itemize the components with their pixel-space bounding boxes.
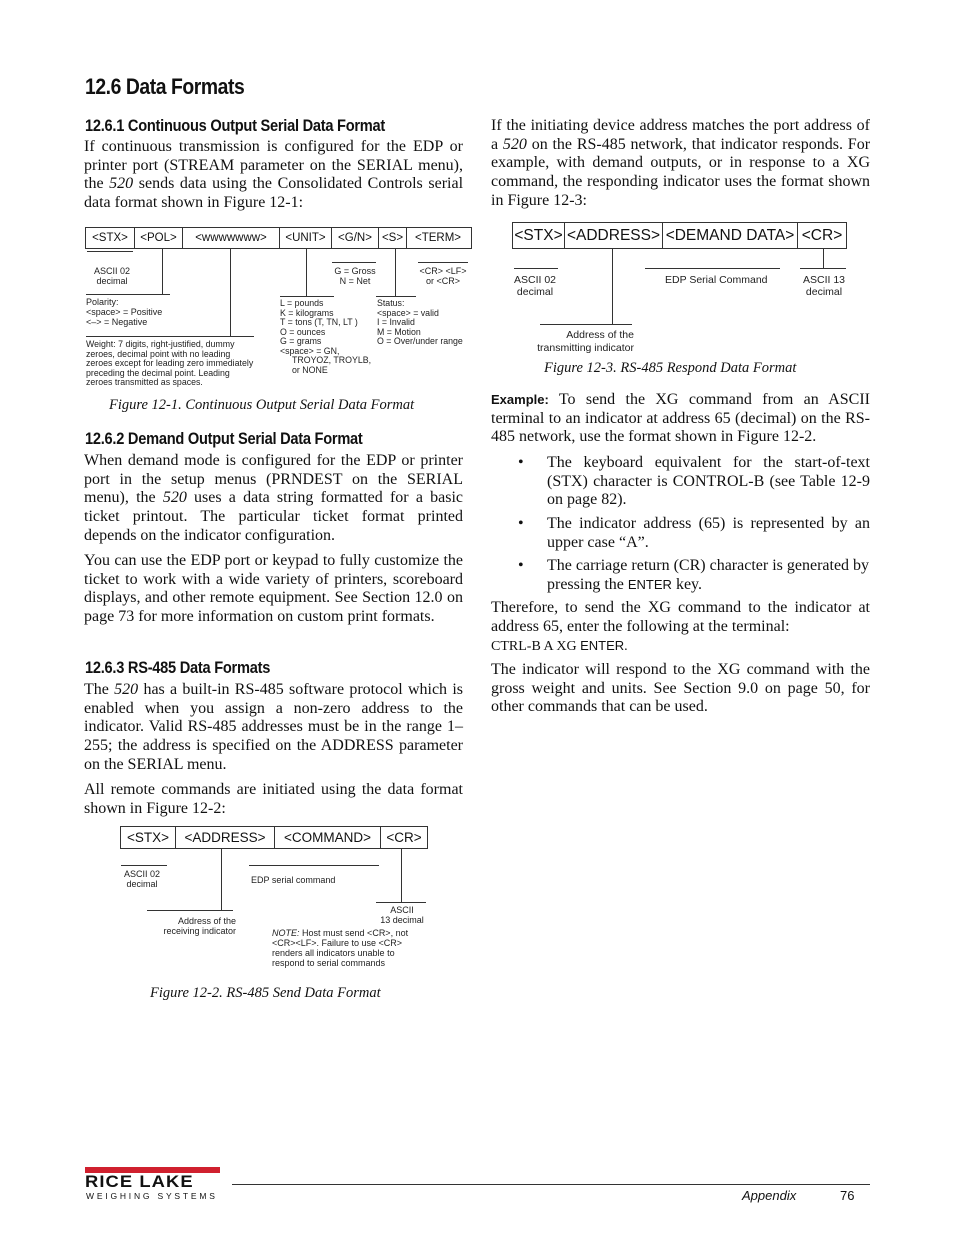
fig3-edp-label: EDP Serial Command — [665, 274, 768, 286]
subsection-title-rs485: 12.6.3 RS-485 Data Formats — [85, 658, 271, 677]
bullet-item-stx: The keyboard equivalent for the start-of-text (STX) character is CONTROL-B (see Table 12-9 on page 82). — [547, 454, 870, 509]
page-section-title: 12.6 Data Formats — [85, 74, 245, 99]
rs485-response-paragraph: If the initiating device address matches the port address of a 520 on the RS-485 network, that indicator responds. For example, with demand outputs, or in response to a XG command, the responding indicator uses the format shown in Figure 12-3: — [491, 117, 871, 209]
fig3-ascii02-label: ASCII 02 decimal — [513, 274, 557, 298]
fig3-ascii13-label: ASCII 13 decimal — [802, 274, 846, 298]
rs485-paragraph-2: All remote commands are initiated using the data format shown in Figure 12-2: — [84, 781, 463, 817]
bullet-item-cr: The carriage return (CR) character is generated by pressing the ENTER key. — [547, 557, 870, 593]
field-stx: <STX> — [121, 827, 176, 848]
fig1-units-label: L = pounds K = kilograms T = tons (T, TN, LT ) O = ounces G = grams <space> = GN, TROYOZ, TROYLB, or NONE — [280, 298, 372, 375]
field-term: <TERM> — [414, 232, 461, 244]
fig1-polarity-label: Polarity: <space> = Positive <–> = Negative — [86, 297, 163, 327]
footer-section-name: Appendix — [742, 1188, 797, 1203]
fig1-gn-label: G = Gross N = Net — [334, 266, 376, 286]
field-stx: <STX> — [86, 228, 135, 248]
fig3-address-label: Address of the transmitting indicator — [537, 329, 634, 354]
fig2-address-label: Address of the receiving indicator — [163, 916, 236, 936]
demand-output-paragraph-2: You can use the EDP port or keypad to fully customize the ticket to work with a wide variety of printers, scoreboard displays, and other remote equipment. See Section 12.0 on page 73 for more information on custom print formats. — [84, 552, 463, 626]
subsection-title-continuous: 12.6.1 Continuous Output Serial Data Format — [85, 116, 386, 135]
fig1-status-label: Status: <space> = valid I = Invalid M = Motion O = Over/under range — [377, 298, 463, 346]
field-gn: <G/N> — [332, 228, 379, 248]
send-format-field-row — [120, 826, 428, 849]
field-pol: <POL> — [135, 228, 183, 248]
field-command: <COMMAND> — [275, 827, 381, 848]
fig1-term-label: <CR> <LF> or <CR> — [419, 266, 467, 286]
fig2-edp-label: EDP serial command — [251, 875, 336, 885]
fig1-ascii02-label: ASCII 02 decimal — [93, 266, 131, 286]
therefore-paragraph: Therefore, to send the XG command to the indicator at address 65, enter the following at the terminal: — [491, 599, 870, 635]
final-paragraph: The indicator will respond to the XG command with the gross weight and units. See Section 9.0 on page 50, for other commands that can be used. — [491, 661, 870, 716]
terminal-command-line: CTRL-B A XG ENTER. — [491, 638, 628, 654]
footer-rule — [232, 1184, 870, 1185]
continuous-format-field-row — [85, 227, 472, 249]
fig2-ascii02-label: ASCII 02 decimal — [123, 869, 161, 889]
field-address: <ADDRESS> — [565, 223, 663, 248]
respond-format-field-row — [512, 222, 847, 249]
example-paragraph: Example: To send the XG command from an ASCII terminal to an indicator at address 65 (decimal) on the RS-485 network, use the format shown in Figure 12-2. — [491, 391, 870, 446]
rice-lake-logo: RICE LAKE WEIGHING SYSTEMS — [85, 1167, 220, 1199]
fig1-weight-label: Weight: 7 digits, right-justified, dummy zeroes, decimal point with no leading zeroes except for leading zero immediately preceding the decimal point. Leading zeroes transmitted as spaces. — [86, 339, 254, 388]
continuous-output-paragraph: If continuous transmission is configured for the EDP or printer port (STREAM parameter on the SERIAL menu), the 520 sends data using the Consolidated Controls serial data format shown in Figure 12-1: — [84, 138, 464, 212]
field-weight: <wwwwwww> — [183, 228, 280, 248]
field-s: <S> — [379, 228, 407, 248]
subsection-title-demand: 12.6.2 Demand Output Serial Data Format — [85, 429, 363, 448]
rs485-paragraph-1: The 520 has a built-in RS-485 software protocol which is enabled when you assign a non-zero address to the indicator. Valid RS-485 addresses must be in the range 1–255; the address is specified on the ADDRESS parameter on the SERIAL menu. — [84, 681, 463, 773]
bullet-item-address: The indicator address (65) is represented by an upper case “A”. — [547, 515, 870, 551]
figure-12-3-caption: Figure 12-3. RS-485 Respond Data Format — [544, 360, 797, 376]
demand-output-paragraph-1: When demand mode is configured for the EDP or printer port in the setup menus (PRNDEST on the SERIAL menu), the 520 uses a data string formatted for a basic ticket printout. The particular ticket format printed depends on the indicator configuration. — [84, 452, 464, 544]
field-unit: <UNIT> — [280, 228, 332, 248]
field-address: <ADDRESS> — [176, 827, 275, 848]
fig2-note: NOTE: Host must send <CR>, not <CR><LF>. Failure to use <CR> renders all indicators unable to respond to serial commands — [272, 928, 409, 968]
figure-12-2-caption: Figure 12-2. RS-485 Send Data Format — [150, 985, 381, 1001]
field-cr: <CR> — [801, 226, 843, 244]
figure-12-1-caption: Figure 12-1. Continuous Output Serial Data Format — [109, 397, 415, 413]
field-demand-data: <DEMAND DATA> — [663, 223, 798, 248]
field-cr: <CR> — [386, 830, 422, 845]
page-number: 76 — [840, 1188, 855, 1203]
field-stx: <STX> — [513, 223, 565, 248]
fig2-ascii13-label: ASCII 13 decimal — [380, 905, 424, 925]
